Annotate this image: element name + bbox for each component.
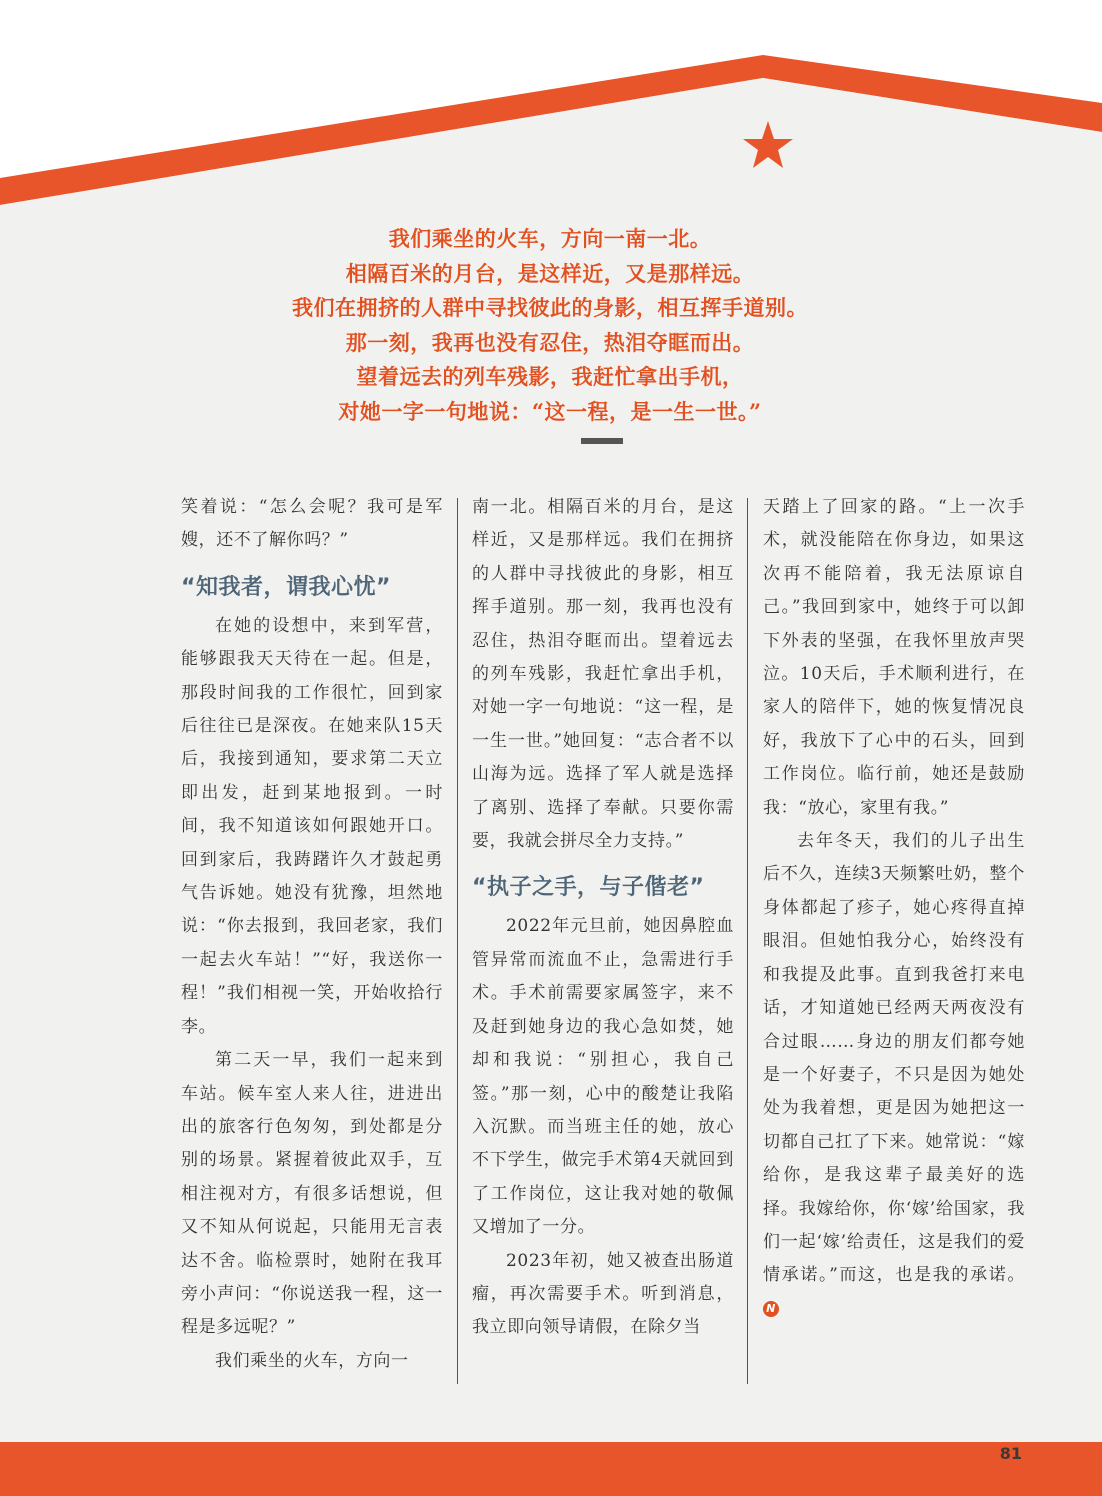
paragraph: 2022年元旦前，她因鼻腔血管异常而流血不止，急需进行手术。手术前需要家属签字，来不及赶到她身边的我心急如焚，她却和我说：“别担心，我自己签。”那一刻，心中的酸楚让我陷入沉默。而当班主任的她，放心不下学生，做完手术第4天就回到了工作岗位，这让我对她的敬佩又增加了一分。 [472, 916, 734, 1238]
paragraph [763, 825, 1025, 1326]
paragraph: 2023年初，她又被查出肠道瘤，再次需要手术。听到消息，我立即向领导请假，在除夕当 [472, 1250, 734, 1338]
article-column-2 [472, 491, 734, 1345]
pull-quote-line: 我们在拥挤的人群中寻找彼此的身影，相互挥手道别。 [292, 295, 808, 320]
paragraph: 我们乘坐的火车，方向一 [215, 1350, 409, 1371]
paragraph: 在她的设想中，来到军营，能够跟我天天待在一起。但是，那段时间我的工作很忙，回到家后往往已是深夜。在她来队15天后，我接到通知，要求第二天立即出发，赶到某地报到。一时间，我不知道该如何跟她开口。回到家后，我踌躇许久才鼓起勇气告诉她。她没有犹豫，坦然地说：“你去报到，我回老家，我们一起去火车站！”“好，我送你一程！”我们相视一笑，开始收拾行李。 [181, 615, 443, 1037]
pull-quote-line: 那一刻，我再也没有忍住，热泪夺眶而出。 [345, 329, 755, 355]
quote-divider [581, 438, 623, 444]
column-divider [747, 498, 748, 1384]
roof-banner [0, 0, 1102, 260]
paragraph: 笑着说：“怎么会呢？我可是军嫂，还不了解你吗？” [181, 497, 443, 551]
article-column-1 [181, 491, 443, 1378]
column-divider [457, 498, 458, 1384]
section-heading: “执子之手，与子偕老” [472, 875, 705, 901]
paragraph: 天踏上了回家的路。“上一次手术，就没能陪在你身边，如果这次再不能陪着，我无法原谅自己。”我回到家中，她终于可以卸下外表的坚强，在我怀里放声哭泣。10天后，手术顺利进行，在家人的陪伴下，她的恢复情况良好，我放下了心中的石头，回到工作岗位。临行前，她还是鼓励我：“放心，家里有我。” [763, 497, 1025, 818]
pull-quote-line: 望着远去的列车残影，我赶忙拿出手机， [356, 364, 744, 389]
pull-quote [150, 222, 950, 429]
pull-quote-line: 对她一字一句地说：“这一程，是一生一世。” [338, 398, 762, 424]
paragraph-text: 去年冬天，我们的儿子出生后不久，连续3天频繁吐奶，整个身体都起了疹子，她心疼得直掉眼泪。但她怕我分心，始终没有和我提及此事。直到我爸打来电话，才知道她已经两天两夜没有合过眼……身边的朋友们都夸她是一个好妻子，不只是因为她处处为我着想，更是因为她把这一切都自己扛了下来。她常说：“嫁给你，是我这辈子最美好的选择。我嫁给你，你‘嫁’给国家，我们一起‘嫁’给责任，这是我们的爱情承诺。”而这，也是我的承诺。 [763, 831, 1025, 1286]
section-heading: “知我者，谓我心忧” [181, 574, 391, 600]
pull-quote-line: 我们乘坐的火车，方向一南一北。 [388, 226, 712, 251]
end-mark-icon: N [763, 1301, 779, 1317]
article-column-3 [763, 491, 1025, 1326]
paragraph: 第二天一早，我们一起来到车站。候车室人来人往，进进出出的旅客行色匆匆，到处都是分别的场景。紧握着彼此双手，互相注视对方，有很多话想说，但又不知从何说起，只能用无言表达不舍。临检票时，她附在我耳旁小声问：“你说送我一程，这一程是多远呢？” [181, 1050, 443, 1338]
page-number: 81 [999, 1444, 1022, 1463]
pull-quote-line: 相隔百米的月台，是这样近，又是那样远。 [345, 260, 755, 286]
footer-bar [0, 1442, 1102, 1496]
paragraph: 南一北。相隔百米的月台，是这样近，又是那样远。我们在拥挤的人群中寻找彼此的身影，相互挥手道别。那一刻，我再也没有忍住，热泪夺眶而出。望着远去的列车残影，我赶忙拿出手机，对她一字一句地说：“这一程，是一生一世。”她回复：“志合者不以山海为远。选择了军人就是选择了离别、选择了奉献。只要你需要，我就会拼尽全力支持。” [472, 497, 734, 852]
